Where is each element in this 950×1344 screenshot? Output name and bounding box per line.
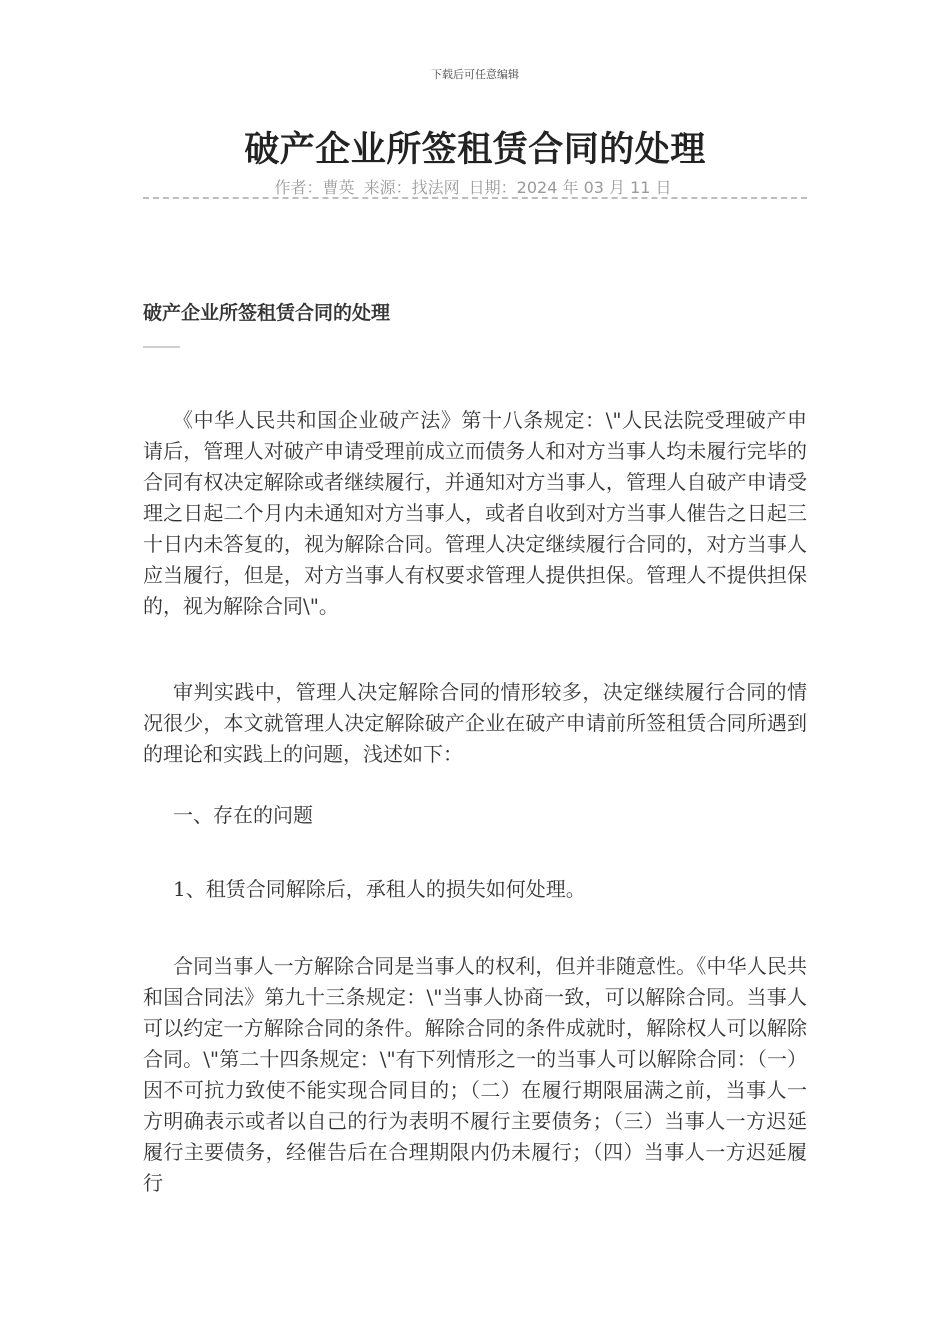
meta-author: 作者：曹英 (274, 178, 355, 197)
section-title: 破产企业所签租赁合同的处理 (143, 302, 391, 324)
document-title: 破产企业所签租赁合同的处理 (244, 129, 706, 170)
paragraph-contract-law: 合同当事人一方解除合同是当事人的权利，但并非随意性。《中华人民共和国合同法》第九十三条规定：\"当事人协商一致，可以解除合同。当事人可以约定一方解除合同的条件。解除合同的条件成就时，解除权人可以解除合同。\"第二十四条规定：\"有下列情形之一的当事人可以解除合同：（一）因不可抗力致使不能实现合同目的；（二）在履行期限届满之前，当事人一方明确表示或者以自己的行为表明不履行主要债务；（三）当事人一方迟延履行主要债务，经催告后在合理期限内仍未履行；（四）当事人一方迟延履行 (143, 954, 807, 1195)
dashed-divider (143, 197, 807, 199)
meta-source: 来源：找法网 (363, 178, 460, 197)
heading-lessee-loss: 1、租赁合同解除后，承租人的损失如何处理。 (173, 877, 586, 901)
meta-date: 日期：2024 年 03 月 11 日 (468, 178, 672, 197)
title-underline (143, 346, 180, 348)
heading-existing-problems: 一、存在的问题 (173, 803, 313, 827)
paragraph-practice: 审判实践中，管理人决定解除合同的情形较多，决定继续履行合同的情况很少，本文就管理人决定解除破产企业在破产申请前所签租赁合同所遇到的理论和实践上的问题，浅述如下： (143, 680, 807, 766)
document-meta (0, 175, 950, 198)
paragraph-bankruptcy-law: 《中华人民共和国企业破产法》第十八条规定：\"人民法院受理破产申请后，管理人对破产申请受理前成立而债务人和对方当事人均未履行完毕的合同有权决定解除或者继续履行，并通知对方当事人，管理人自破产申请受理之日起二个月内未通知对方当事人，或者自收到对方当事人催告之日起三十日内未答复的，视为解除合同。管理人决定继续履行合同的，对方当事人应当履行，但是，对方当事人有权要求管理人提供担保。管理人不提供担保的，视为解除合同\"。 (143, 408, 807, 618)
download-note: 下载后可任意编辑 (431, 68, 519, 81)
